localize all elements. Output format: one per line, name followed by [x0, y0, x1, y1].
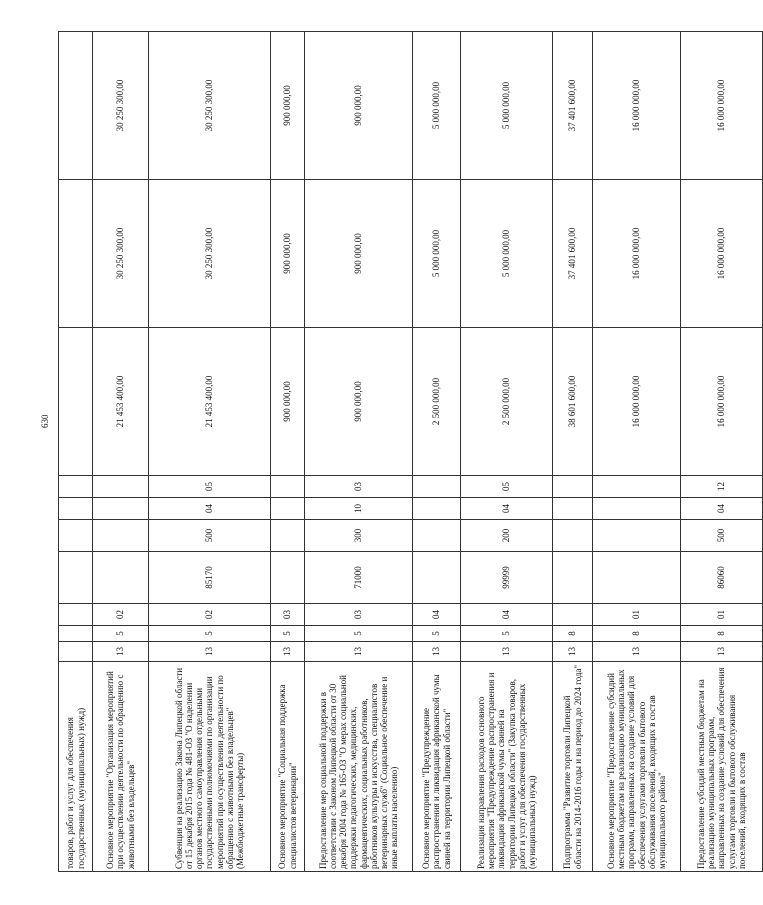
- subsection-cell: [93, 476, 149, 498]
- code-cell: [59, 642, 93, 662]
- subprogram-cell: 5: [305, 626, 413, 642]
- table-row: [461, 32, 553, 872]
- subprogram-cell: 5: [93, 626, 149, 642]
- expense-type-cell: 500: [149, 520, 271, 552]
- direction-cell: 86060: [681, 552, 763, 604]
- amount-2025-cell: 900 000,00: [305, 32, 413, 180]
- table-body: [59, 32, 763, 872]
- direction-cell: 71000: [305, 552, 413, 604]
- subsection-cell: [593, 476, 681, 498]
- expense-type-cell: [271, 520, 305, 552]
- section-cell: [553, 498, 593, 520]
- subprogram-cell: 5: [461, 626, 553, 642]
- expense-type-cell: [59, 520, 93, 552]
- amount-2024-cell: 30 250 300,00: [149, 180, 271, 328]
- subsection-cell: [553, 476, 593, 498]
- amount-2024-cell: [59, 180, 93, 328]
- table-row: [413, 32, 461, 872]
- direction-cell: [59, 552, 93, 604]
- subsection-cell: 05: [149, 476, 271, 498]
- subprogram-cell: 5: [413, 626, 461, 642]
- amount-2025-cell: 5 000 000,00: [413, 32, 461, 180]
- description-cell: товаров, работ и услуг для обеспечения государственных (муниципальных) нужд): [59, 662, 93, 872]
- amount-2025-cell: 900 000,00: [271, 32, 305, 180]
- code-cell: 13: [593, 642, 681, 662]
- table-row: [553, 32, 593, 872]
- amount-2023-cell: 900 000,00: [305, 328, 413, 476]
- subprogram-cell: 5: [149, 626, 271, 642]
- amount-2025-cell: [59, 32, 93, 180]
- rotated-page: [58, 32, 747, 872]
- amount-2024-cell: 37 401 600,00: [553, 180, 593, 328]
- description-cell: Реализация направления расходов основного мероприятия "Предупреждение распространения и ликвидация африканской чумы свиней на территории Липецкой области" (Закупка товаров, работ и услуг для обеспечения государственных (муниципальных) нужд): [461, 662, 553, 872]
- description-cell: Субвенция на реализацию Закона Липецкой области от 15 декабря 2015 года № 481-ОЗ "О наделении органов местного самоуправления отдельными государственными полномочиями по организации мероприятий при осуществлении деятельности по обращению с животными без владельцев" (Межбюджетные трансферты): [149, 662, 271, 872]
- code-cell: 13: [93, 642, 149, 662]
- table-row: [593, 32, 681, 872]
- amount-2025-cell: 16 000 000,00: [681, 32, 763, 180]
- code-cell: 13: [681, 642, 763, 662]
- amount-2023-cell: 16 000 000,00: [593, 328, 681, 476]
- amount-2023-cell: 2 500 000,00: [461, 328, 553, 476]
- subprogram-cell: 8: [553, 626, 593, 642]
- amount-2024-cell: 16 000 000,00: [593, 180, 681, 328]
- code-cell: 13: [149, 642, 271, 662]
- event-cell: 04: [413, 604, 461, 626]
- description-cell: Основное мероприятие "Предоставление субсидий местным бюджетам на реализацию муниципальных программ, направленных на создание условий для обеспечения услугами торговли и бытового обслуживания поселений, входящих в состав муниципального района": [593, 662, 681, 872]
- subprogram-cell: 8: [593, 626, 681, 642]
- budget-table: [58, 31, 763, 872]
- expense-type-cell: 200: [461, 520, 553, 552]
- section-cell: 10: [305, 498, 413, 520]
- description-cell: Основное мероприятие "Организация мероприятий при осуществлении деятельности по обращению с животными без владельцев": [93, 662, 149, 872]
- section-cell: [93, 498, 149, 520]
- subsection-cell: [59, 476, 93, 498]
- section-cell: [593, 498, 681, 520]
- table-row: [59, 32, 93, 872]
- direction-cell: 85170: [149, 552, 271, 604]
- amount-2025-cell: 37 401 600,00: [553, 32, 593, 180]
- expense-type-cell: 300: [305, 520, 413, 552]
- direction-cell: [553, 552, 593, 604]
- amount-2024-cell: 5 000 000,00: [413, 180, 461, 328]
- amount-2025-cell: 30 250 300,00: [93, 32, 149, 180]
- amount-2024-cell: 5 000 000,00: [461, 180, 553, 328]
- direction-cell: [593, 552, 681, 604]
- section-cell: [271, 498, 305, 520]
- code-cell: 13: [271, 642, 305, 662]
- subprogram-cell: 8: [681, 626, 763, 642]
- amount-2024-cell: 900 000,00: [271, 180, 305, 328]
- subsection-cell: [413, 476, 461, 498]
- amount-2023-cell: 2 500 000,00: [413, 328, 461, 476]
- section-cell: 04: [149, 498, 271, 520]
- expense-type-cell: [553, 520, 593, 552]
- code-cell: 13: [553, 642, 593, 662]
- description-cell: Подпрограмма "Развитие торговли Липецкой области на 2014-2016 годы и на период до 2024 года": [553, 662, 593, 872]
- page-number: 630: [40, 414, 50, 428]
- description-cell: Основное мероприятие "Предупреждение распространения и ликвидация африканской чумы свиней на территории Липецкой области": [413, 662, 461, 872]
- direction-cell: 99999: [461, 552, 553, 604]
- direction-cell: [413, 552, 461, 604]
- event-cell: 03: [305, 604, 413, 626]
- subsection-cell: [271, 476, 305, 498]
- amount-2025-cell: 16 000 000,00: [593, 32, 681, 180]
- direction-cell: [93, 552, 149, 604]
- code-cell: 13: [461, 642, 553, 662]
- subsection-cell: 05: [461, 476, 553, 498]
- subprogram-cell: [59, 626, 93, 642]
- code-cell: 13: [413, 642, 461, 662]
- amount-2024-cell: 900 000,00: [305, 180, 413, 328]
- section-cell: [413, 498, 461, 520]
- event-cell: 03: [271, 604, 305, 626]
- direction-cell: [271, 552, 305, 604]
- subsection-cell: 03: [305, 476, 413, 498]
- expense-type-cell: [413, 520, 461, 552]
- table-row: [681, 32, 763, 872]
- amount-2023-cell: [59, 328, 93, 476]
- amount-2023-cell: 38 601 600,00: [553, 328, 593, 476]
- expense-type-cell: 500: [681, 520, 763, 552]
- table-row: [305, 32, 413, 872]
- code-cell: 13: [305, 642, 413, 662]
- expense-type-cell: [93, 520, 149, 552]
- amount-2023-cell: 21 453 400,00: [93, 328, 149, 476]
- event-cell: [59, 604, 93, 626]
- amount-2023-cell: 21 453 400,00: [149, 328, 271, 476]
- section-cell: 04: [681, 498, 763, 520]
- section-cell: [59, 498, 93, 520]
- amount-2023-cell: 900 000,00: [271, 328, 305, 476]
- event-cell: 02: [93, 604, 149, 626]
- event-cell: 01: [593, 604, 681, 626]
- amount-2024-cell: 16 000 000,00: [681, 180, 763, 328]
- description-cell: Предоставление субсидий местным бюджетам на реализацию муниципальных программ, направленных на создание условий для обеспечения услугами торговли и бытового обслуживания поселений, входящих в состав: [681, 662, 763, 872]
- amount-2023-cell: 16 000 000,00: [681, 328, 763, 476]
- event-cell: [553, 604, 593, 626]
- subsection-cell: 12: [681, 476, 763, 498]
- description-cell: Основное мероприятие "Социальная поддержка специалистов ветеринарии": [271, 662, 305, 872]
- section-cell: 04: [461, 498, 553, 520]
- table-row: [149, 32, 271, 872]
- table-row: [271, 32, 305, 872]
- amount-2025-cell: 5 000 000,00: [461, 32, 553, 180]
- event-cell: 01: [681, 604, 763, 626]
- description-cell: Предоставление мер социальной поддержки в соответствии с Законом Липецкой области от 30 декабря 2004 года № 165-ОЗ "О мерах социальной поддержки педагогических, медицинских, фармацевтических, социальных работников, работников культуры и искусства, специалистов ветеринарных служб" (Социальное обеспечение и иные выплаты населению): [305, 662, 413, 872]
- event-cell: 02: [149, 604, 271, 626]
- event-cell: 04: [461, 604, 553, 626]
- amount-2025-cell: 30 250 300,00: [149, 32, 271, 180]
- table-row: [93, 32, 149, 872]
- expense-type-cell: [593, 520, 681, 552]
- subprogram-cell: 5: [271, 626, 305, 642]
- amount-2024-cell: 30 250 300,00: [93, 180, 149, 328]
